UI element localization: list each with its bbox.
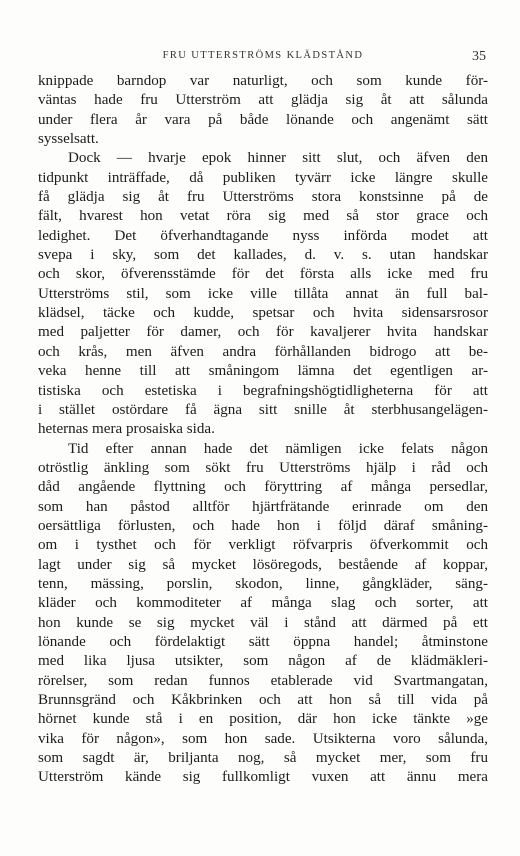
text-line: kläder och kommoditeter af många slag och sorter, att	[38, 595, 488, 612]
text-line: hon kunde se sig mycket väl i stånd att därmed på ett	[38, 614, 488, 631]
text-line: som sagdt är, briljanta nog, så mycket mer, som fru	[38, 750, 488, 767]
text-line: otröstlig änkling som sökt fru Utterströms hjälp i råd och	[38, 459, 488, 476]
page-number: 35	[472, 49, 486, 64]
text-line: rörelser, som redan funnos etablerade vid Svartmangatan,	[38, 672, 488, 689]
text-line: få glädja sig åt fru Utterströms stora konstsinne på de	[38, 189, 488, 206]
text-line: knippade barndop var naturligt, och som kunde för-	[38, 73, 488, 89]
text-line: ledighet. Det öfverhandtagande nyss införda modet att	[38, 227, 488, 244]
text-line: tistiska och estetiska i begrafningshögtidligheterna för att	[38, 382, 488, 399]
text-line: hörnet kunde stå i en position, där hon icke tänkte »ge	[38, 711, 488, 728]
text-line: fält, hvarest hon vetat röra sig med så stor grace och	[38, 208, 488, 225]
text-line: med paljetter för damer, och för kavaljerer hvita handskar	[38, 324, 488, 341]
body-text	[38, 72, 488, 788]
text-line: sysselsatt.	[38, 131, 99, 148]
text-line: under flera år vara på både lönande och angenämt sätt	[38, 111, 488, 128]
text-line: Tid efter annan hade det nämligen icke felats någon	[68, 440, 488, 457]
text-line: klädsel, täcke och kudde, spetsar och hvita sidensarsrosor	[38, 305, 488, 322]
text-line: och krås, men äfven andra förhållanden bidrogo att be-	[38, 343, 488, 360]
text-line: lönande och fördelaktigt sätt öppna handel; åtminstone	[38, 633, 488, 650]
text-line: Utterström kände sig fullkomligt vuxen att ännu mera	[38, 769, 488, 786]
text-line: dåd angående flyttning och föryttring af många persedlar,	[38, 479, 488, 496]
text-line: Brunnsgränd och Kåkbrinken och att hon så till vida på	[38, 692, 488, 708]
text-line: som han påstod alltför hjärtfrätande erinrade om den	[38, 498, 488, 515]
running-head	[38, 50, 488, 64]
text-line: heternas mera prosaiska sida.	[38, 421, 215, 438]
text-line: väntas hade fru Utterström att glädja sig åt att sålunda	[38, 92, 488, 109]
text-line: i stället ostördare få ägna sitt snille åt sterbhusangelägen-	[38, 401, 488, 418]
text-line: veka henne till att småningom lämna det egentligen ar-	[38, 363, 488, 380]
text-line: vika för någon», som hon sade. Utsikterna voro sålunda,	[38, 730, 488, 747]
text-line: med lika ljusa utsikter, som någon af de klädmäkleri-	[38, 653, 488, 670]
running-title: FRU UTTERSTRÖMS KLÄDSTÅND	[162, 50, 364, 61]
text-line: lagt under sig så mycket lösöregods, bestående af koppar,	[38, 556, 488, 573]
text-line: och skor, öfverensstämde för det första alls icke med fru	[38, 266, 488, 283]
text-line: Dock — hvarje epok hinner sitt slut, och äfven den	[68, 150, 488, 167]
text-line: om i tysthet och för verkligt röfvarpris öfverkommit och	[38, 537, 488, 554]
text-line: svepa i sky, som det kallades, d. v. s. utan handskar	[38, 247, 488, 264]
text-line: tenn, mässing, porslin, skodon, linne, gångkläder, säng-	[38, 575, 488, 592]
text-line: tidpunkt inträffade, då publiken tyvärr icke längre skulle	[38, 169, 488, 186]
text-line: Utterströms stil, som icke ville tillåta annat än full bal-	[38, 285, 488, 302]
text-line: oersättliga förlusten, och hade hon i följd däraf småning-	[38, 517, 488, 534]
